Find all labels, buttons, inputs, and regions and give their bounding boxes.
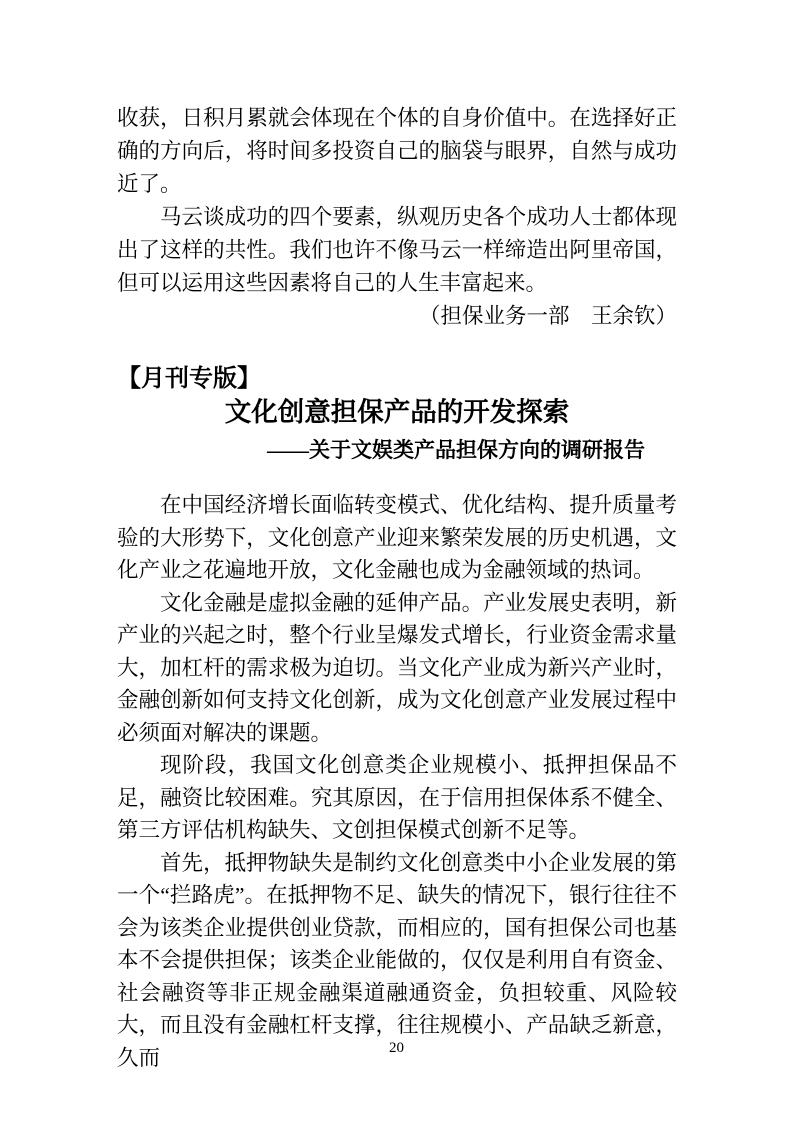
- article-paragraph: 现阶段，我国文化创意类企业规模小、抵押担保品不足，融资比较困难。究其原因，在于信用担保体系不健全、第三方评估机构缺失、文创担保模式创新不足等。: [117, 753, 677, 842]
- intro-paragraph-2: 马云谈成功的四个要素，纵观历史各个成功人士都体现出了这样的共性。我们也许不像马云一样缔造出阿里帝国，但可以运用这些因素将自己的人生丰富起来。: [117, 205, 677, 295]
- page-number: 20: [389, 1040, 404, 1056]
- article-body: [117, 489, 677, 1074]
- article-paragraph: 在中国经济增长面临转变模式、优化结构、提升质量考验的大形势下，文化创意产业迎来繁荣发展的历史机遇，文化产业之花遍地开放，文化金融也成为金融领域的热词。: [117, 493, 677, 582]
- section-tag: 【月刊专版】: [117, 366, 261, 392]
- article-paragraph: 首先，抵押物缺失是制约文化创意类中小企业发展的第一个“拦路虎”。在抵押物不足、缺失的情况下，银行往往不会为该类企业提供创业贷款，而相应的，国有担保公司也基本不会提供担保；该类企业能做的，仅仅是利用自有资金、社会融资等非正规金融渠道融通资金，负担较重、风险较大，而且没有金融杠杆支撑，往往规模小、产品缺乏新意，久而: [117, 850, 677, 1070]
- intro-block: [117, 102, 677, 333]
- article-paragraph: 文化金融是虚拟金融的延伸产品。产业发展史表明，新产业的兴起之时，整个行业呈爆发式增长，行业资金需求量大，加杠杆的需求极为迫切。当文化产业成为新兴产业时，金融创新如何支持文化创新，成为文化创意产业发展过程中必须面对解决的课题。: [117, 590, 677, 745]
- author-signature: （担保业务一部 王余钦）: [418, 304, 677, 328]
- article-title: 文化创意担保产品的开发探索: [224, 397, 570, 427]
- article-subtitle: ——关于文娱类产品担保方向的调研报告: [267, 438, 645, 462]
- intro-paragraph-1: 收获，日积月累就会体现在个体的自身价值中。在选择好正确的方向后，将时间多投资自己的脑袋与眼界，自然与成功近了。: [117, 106, 677, 196]
